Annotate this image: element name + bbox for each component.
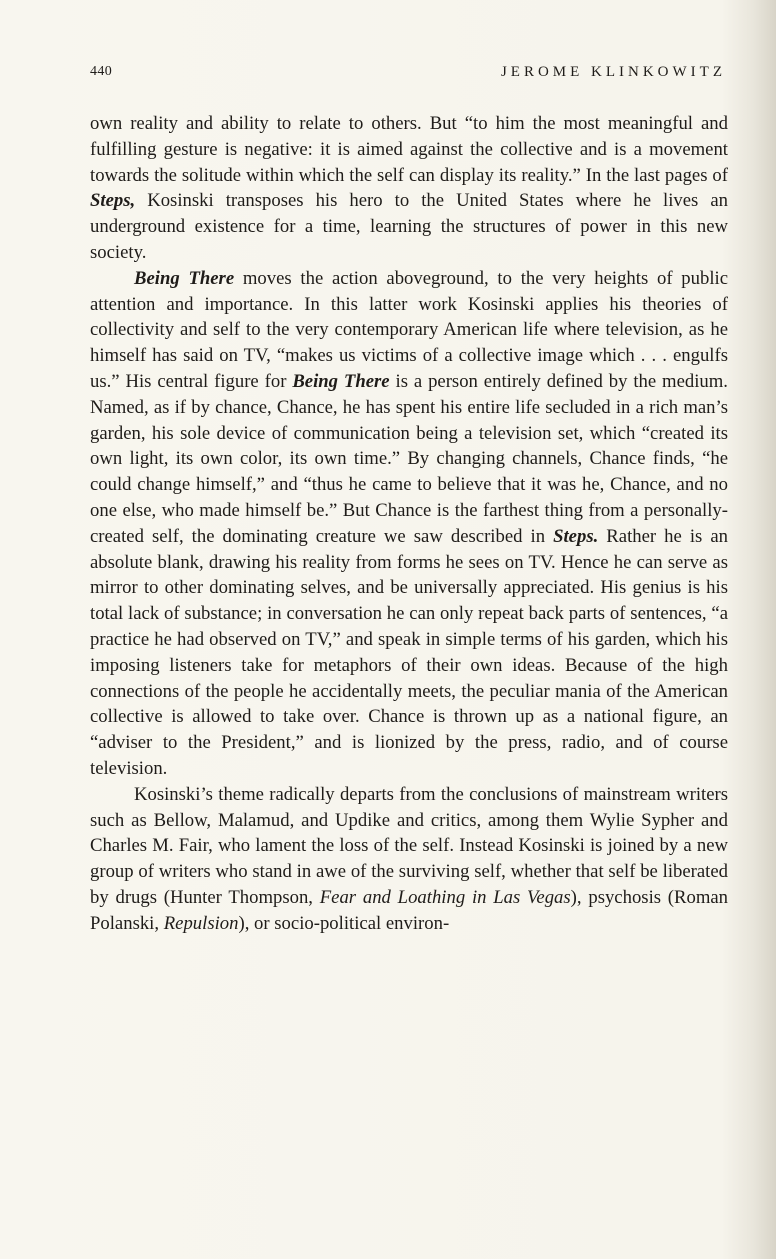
text-run: Kosinski’s theme radically departs from the conclusions of mainstream writers such as Bellow, Malamud, and Updike and critics, among them Wylie Sypher and Charles M. Fair, who lament the loss of the self. Instead Kosinski is joined by a new group of writers who stand in awe of the surviving self, whether that self be liberated by drugs (Hunter Thompson, [90, 783, 728, 908]
text-run: is a person entirely defined by the medium. Named, as if by chance, Chance, he has spent his entire life secluded in a rich man’s garden, his sole device of communication being a television set, which “created its own light, its own color, its own time.” By changing channels, Chance finds, “he could change himself,” and “thus he came to believe that it was he, Chance, and no one else, who made himself be.” But Chance is the farthest thing from a personally-created self, the dominating creature we saw described in [90, 370, 728, 547]
book-title-fear-and-loathing: Fear and Loathing in Las Vegas [319, 886, 571, 908]
book-title-steps: Steps, [90, 190, 136, 212]
running-head-author: JEROME KLINKOWITZ [500, 64, 726, 80]
body-text [90, 111, 728, 937]
paragraph [90, 266, 728, 782]
text-run: Rather he is an absolute blank, drawing his reality from forms he sees on TV. Hence he can serve as mirror to other dominating selves, and be universally appreciated. His genius is his total lack of substance; in conversation he can only repeat back parts of sentences, “a practice he had observed on TV,” and speak in simple terms of his garden, which his imposing listeners take for metaphors of their own ideas. Because of the high connections of the people he accidentally meets, the peculiar mania of the American collective is allowed to take over. Chance is thrown up as a national figure, an “adviser to the President,” and is lionized by the press, radio, and of course television. [90, 525, 728, 779]
text-run: Kosinski transposes his hero to the United States where he lives an underground existence for a time, learning the structures of power in this new society. [90, 190, 728, 263]
paragraph [90, 782, 728, 937]
page-number: 440 [90, 64, 113, 79]
text-run: moves the action aboveground, to the very heights of public attention and importance. In this latter work Kosinski applies his theories of collectivity and self to the very contemporary American life where television, as he himself has said on TV, “makes us victims of a collective image which . . . engulfs us.” His central figure for [90, 267, 729, 392]
text-run: ), psychosis (Roman Polanski, [90, 886, 729, 934]
text-run: ), or socio-political environ- [238, 912, 450, 934]
book-title-steps: Steps. [553, 525, 599, 547]
book-title-being-there: Being There [134, 267, 235, 289]
film-title-repulsion: Repulsion [163, 912, 239, 934]
book-title-being-there: Being There [292, 370, 390, 392]
text-run: own reality and ability to relate to others. But “to him the most meaningful and fulfilling gesture is negative: it is aimed against the collective and is a movement towards the solitude within which the self can display its reality.” In the last pages of [90, 113, 728, 186]
paragraph [90, 111, 728, 266]
